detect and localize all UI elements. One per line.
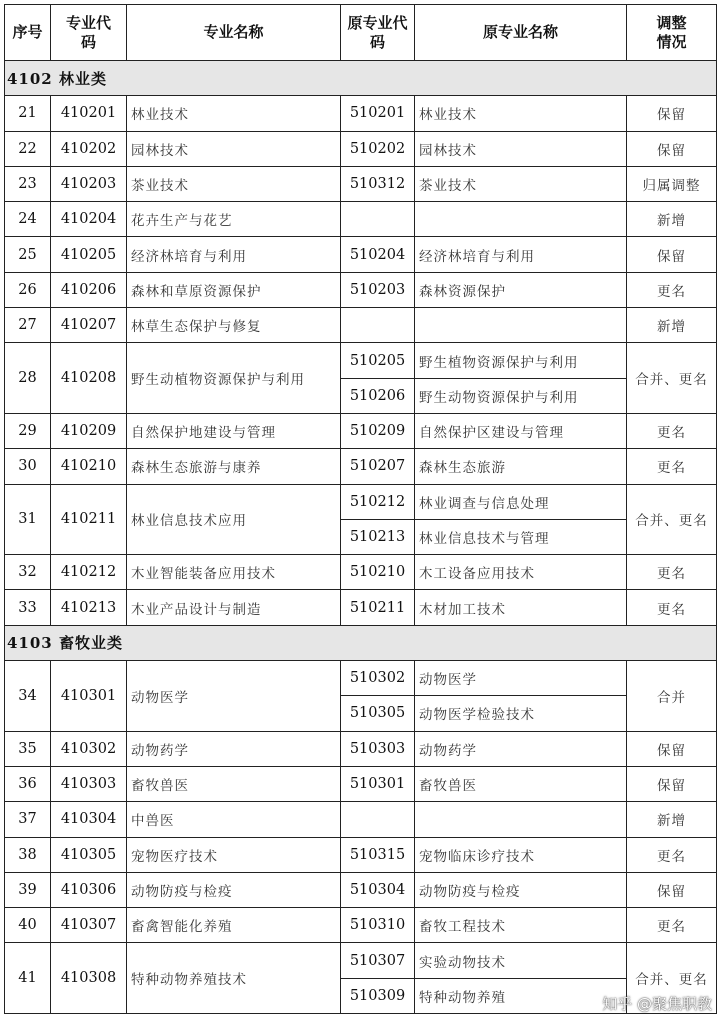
old-name-cell: 实验动物技术: [415, 943, 627, 978]
old-code-cell: 510315: [341, 837, 415, 872]
old-code-cell: 510304: [341, 872, 415, 907]
name-cell: 林业信息技术应用: [127, 484, 341, 555]
code-cell: 410308: [51, 943, 127, 1014]
old-name-cell: 动物防疫与检疫: [415, 872, 627, 907]
table-row: [5, 908, 717, 943]
table-row: [5, 308, 717, 343]
table-row: [5, 802, 717, 837]
table-row: [5, 555, 717, 590]
old-code-cell: 510201: [341, 96, 415, 131]
code-cell: 410302: [51, 731, 127, 766]
category-row: [5, 625, 717, 660]
name-cell: 森林和草原资源保护: [127, 272, 341, 307]
code-cell: 410207: [51, 308, 127, 343]
header-seq: 序号: [5, 5, 51, 61]
table-row: [5, 943, 717, 978]
seq-cell: 25: [5, 237, 51, 272]
adjust-cell: 归属调整: [627, 166, 717, 201]
old-name-cell: 森林资源保护: [415, 272, 627, 307]
name-cell: 自然保护地建设与管理: [127, 413, 341, 448]
old-name-cell: 林业技术: [415, 96, 627, 131]
adjust-cell: 保留: [627, 731, 717, 766]
name-cell: 中兽医: [127, 802, 341, 837]
name-cell: 动物医学: [127, 661, 341, 732]
table-row: [5, 766, 717, 801]
header-adjust: 调整情况: [627, 5, 717, 61]
seq-cell: 23: [5, 166, 51, 201]
code-cell: 410212: [51, 555, 127, 590]
code-cell: 410213: [51, 590, 127, 625]
old-code-cell: 510212: [341, 484, 415, 519]
old-code-cell: 510305: [341, 696, 415, 731]
adjust-cell: 新增: [627, 802, 717, 837]
adjust-cell: 更名: [627, 590, 717, 625]
adjust-cell: 合并、更名: [627, 343, 717, 414]
category-title: 4103 畜牧业类: [5, 625, 717, 660]
name-cell: 动物药学: [127, 731, 341, 766]
seq-cell: 40: [5, 908, 51, 943]
old-code-cell: 510203: [341, 272, 415, 307]
old-code-cell: 510213: [341, 519, 415, 554]
old-name-cell: 动物医学: [415, 661, 627, 696]
seq-cell: 31: [5, 484, 51, 555]
old-code-cell: [341, 202, 415, 237]
old-name-cell: 自然保护区建设与管理: [415, 413, 627, 448]
seq-cell: 28: [5, 343, 51, 414]
old-name-cell: 宠物临床诊疗技术: [415, 837, 627, 872]
adjust-cell: 保留: [627, 96, 717, 131]
old-code-cell: 510207: [341, 449, 415, 484]
code-cell: 410304: [51, 802, 127, 837]
adjust-cell: 更名: [627, 449, 717, 484]
table-row: [5, 872, 717, 907]
table-row: [5, 590, 717, 625]
name-cell: 宠物医疗技术: [127, 837, 341, 872]
table-row: [5, 484, 717, 519]
code-cell: 410203: [51, 166, 127, 201]
old-name-cell: 野生动物资源保护与利用: [415, 378, 627, 413]
old-code-cell: 510211: [341, 590, 415, 625]
old-name-cell: 特种动物养殖: [415, 978, 627, 1013]
code-cell: 410202: [51, 131, 127, 166]
adjust-cell: 更名: [627, 837, 717, 872]
name-cell: 野生动植物资源保护与利用: [127, 343, 341, 414]
old-name-cell: 园林技术: [415, 131, 627, 166]
adjust-cell: 更名: [627, 908, 717, 943]
code-cell: 410303: [51, 766, 127, 801]
header-old-code: 原专业代码: [341, 5, 415, 61]
name-cell: 木业产品设计与制造: [127, 590, 341, 625]
old-code-cell: 510307: [341, 943, 415, 978]
adjust-cell: 更名: [627, 555, 717, 590]
old-code-cell: 510303: [341, 731, 415, 766]
old-name-cell: [415, 802, 627, 837]
code-cell: 410307: [51, 908, 127, 943]
seq-cell: 30: [5, 449, 51, 484]
code-cell: 410210: [51, 449, 127, 484]
code-cell: 410201: [51, 96, 127, 131]
name-cell: 林草生态保护与修复: [127, 308, 341, 343]
code-cell: 410206: [51, 272, 127, 307]
name-cell: 森林生态旅游与康养: [127, 449, 341, 484]
old-name-cell: [415, 202, 627, 237]
adjust-cell: 保留: [627, 131, 717, 166]
code-cell: 410208: [51, 343, 127, 414]
name-cell: 林业技术: [127, 96, 341, 131]
old-name-cell: 木工设备应用技术: [415, 555, 627, 590]
seq-cell: 38: [5, 837, 51, 872]
old-name-cell: 动物药学: [415, 731, 627, 766]
name-cell: 花卉生产与花艺: [127, 202, 341, 237]
old-name-cell: 林业调查与信息处理: [415, 484, 627, 519]
seq-cell: 21: [5, 96, 51, 131]
table-row: [5, 237, 717, 272]
table-row: [5, 837, 717, 872]
seq-cell: 22: [5, 131, 51, 166]
major-catalog-table: [4, 4, 717, 1014]
old-name-cell: 林业信息技术与管理: [415, 519, 627, 554]
table-row: [5, 449, 717, 484]
code-cell: 410306: [51, 872, 127, 907]
old-name-cell: 畜牧工程技术: [415, 908, 627, 943]
old-name-cell: 经济林培育与利用: [415, 237, 627, 272]
old-code-cell: 510312: [341, 166, 415, 201]
code-cell: 410205: [51, 237, 127, 272]
name-cell: 畜禽智能化养殖: [127, 908, 341, 943]
name-cell: 动物防疫与检疫: [127, 872, 341, 907]
old-name-cell: 森林生态旅游: [415, 449, 627, 484]
old-name-cell: 畜牧兽医: [415, 766, 627, 801]
old-code-cell: 510302: [341, 661, 415, 696]
old-code-cell: 510209: [341, 413, 415, 448]
header-name: 专业名称: [127, 5, 341, 61]
name-cell: 经济林培育与利用: [127, 237, 341, 272]
table-row: [5, 166, 717, 201]
old-code-cell: [341, 308, 415, 343]
old-name-cell: 动物医学检验技术: [415, 696, 627, 731]
seq-cell: 41: [5, 943, 51, 1014]
adjust-cell: 新增: [627, 308, 717, 343]
old-code-cell: 510310: [341, 908, 415, 943]
old-code-cell: 510309: [341, 978, 415, 1013]
name-cell: 茶业技术: [127, 166, 341, 201]
adjust-cell: 合并、更名: [627, 484, 717, 555]
adjust-cell: 合并: [627, 661, 717, 732]
seq-cell: 29: [5, 413, 51, 448]
name-cell: 特种动物养殖技术: [127, 943, 341, 1014]
adjust-cell: 合并、更名: [627, 943, 717, 1014]
watermark: 知乎 @聚焦职教: [602, 995, 712, 1013]
seq-cell: 24: [5, 202, 51, 237]
adjust-cell: 更名: [627, 272, 717, 307]
code-cell: 410211: [51, 484, 127, 555]
old-code-cell: [341, 802, 415, 837]
seq-cell: 27: [5, 308, 51, 343]
table-row: [5, 202, 717, 237]
old-name-cell: [415, 308, 627, 343]
adjust-cell: 新增: [627, 202, 717, 237]
category-row: [5, 61, 717, 96]
seq-cell: 36: [5, 766, 51, 801]
adjust-cell: 保留: [627, 872, 717, 907]
header-code: 专业代码: [51, 5, 127, 61]
category-title: 4102 林业类: [5, 61, 717, 96]
adjust-cell: 更名: [627, 413, 717, 448]
seq-cell: 33: [5, 590, 51, 625]
old-code-cell: 510204: [341, 237, 415, 272]
seq-cell: 26: [5, 272, 51, 307]
seq-cell: 37: [5, 802, 51, 837]
adjust-cell: 保留: [627, 766, 717, 801]
code-cell: 410301: [51, 661, 127, 732]
code-cell: 410305: [51, 837, 127, 872]
code-cell: 410204: [51, 202, 127, 237]
old-name-cell: 野生植物资源保护与利用: [415, 343, 627, 378]
header-old-name: 原专业名称: [415, 5, 627, 61]
name-cell: 木业智能装备应用技术: [127, 555, 341, 590]
name-cell: 畜牧兽医: [127, 766, 341, 801]
old-name-cell: 木材加工技术: [415, 590, 627, 625]
old-code-cell: 510210: [341, 555, 415, 590]
seq-cell: 35: [5, 731, 51, 766]
table-row: [5, 661, 717, 696]
old-code-cell: 510206: [341, 378, 415, 413]
table-row: [5, 272, 717, 307]
old-code-cell: 510301: [341, 766, 415, 801]
seq-cell: 32: [5, 555, 51, 590]
adjust-cell: 保留: [627, 237, 717, 272]
old-code-cell: 510202: [341, 131, 415, 166]
header-row: [5, 5, 717, 61]
table-row: [5, 343, 717, 378]
name-cell: 园林技术: [127, 131, 341, 166]
table-row: [5, 731, 717, 766]
seq-cell: 34: [5, 661, 51, 732]
code-cell: 410209: [51, 413, 127, 448]
table-row: [5, 131, 717, 166]
old-code-cell: 510205: [341, 343, 415, 378]
old-name-cell: 茶业技术: [415, 166, 627, 201]
seq-cell: 39: [5, 872, 51, 907]
table-row: [5, 96, 717, 131]
table-row: [5, 413, 717, 448]
